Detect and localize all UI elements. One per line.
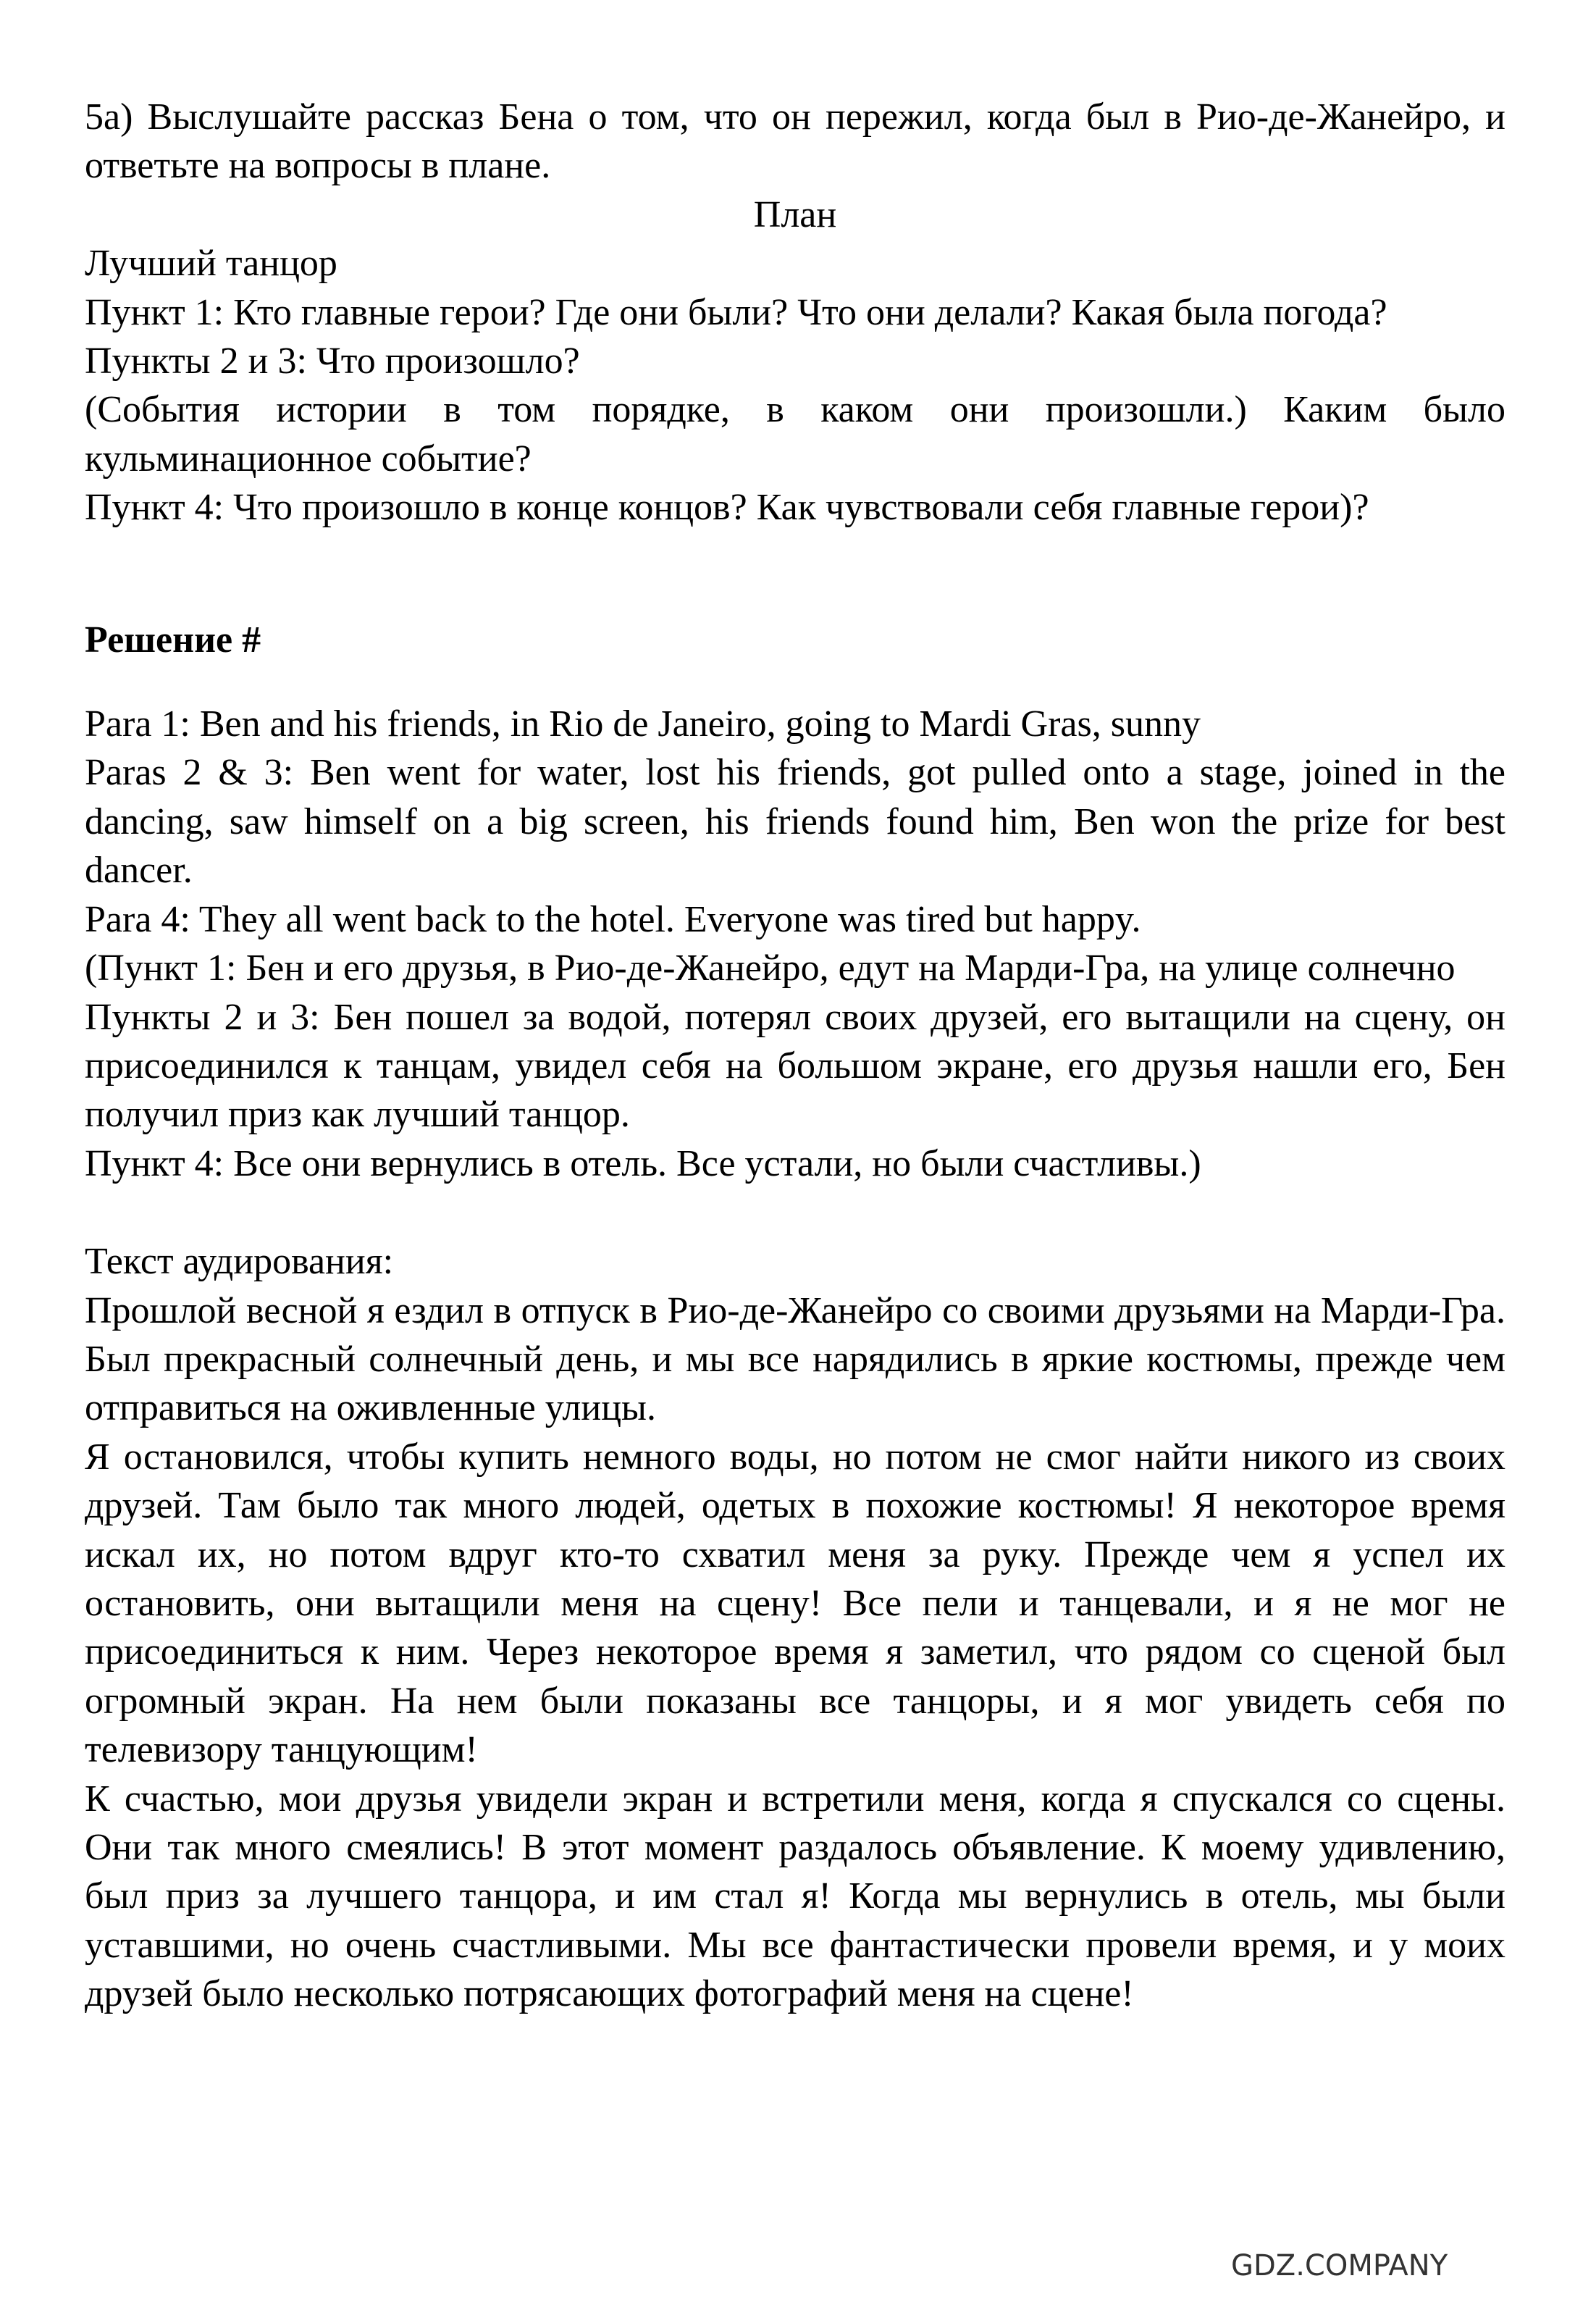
solution-russian-para: Пункт 4: Все они вернулись в отель. Все устали, но были счастливы.) — [85, 1142, 1201, 1184]
solution-russian-para: Пункты 2 и 3: Бен пошел за водой, потерял своих друзей, его вытащили на сцену, он присоединился к танцам, увидел себя на большом экране, его друзья нашли его, Бен получил приз как лучший танцор. — [85, 996, 1505, 1136]
document-page — [85, 93, 1505, 2019]
solution-english-para: Paras 2 & 3: Ben went for water, lost his friends, got pulled onto a stage, joined in the dancing, saw himself on a big screen, his friends found him, Ben won the prize for best dancer. — [85, 752, 1505, 892]
plan-item: Пункт 4: Что произошло в конце концов? Как чувствовали себя главные герои)? — [85, 487, 1369, 529]
plan-title: Лучший танцор — [85, 243, 337, 285]
plan-item: Пункты 2 и 3: Что произошло? — [85, 340, 580, 382]
solution-english-para: Para 4: They all went back to the hotel. Everyone was tired but happy. — [85, 898, 1141, 940]
solution-russian-para: (Пункт 1: Бен и его друзья, в Рио-де-Жанейро, едут на Марди-Гра, на улице солнечно — [85, 947, 1456, 989]
plan-heading: План — [753, 193, 837, 235]
watermark: GDZ.COMPANY — [1231, 2249, 1448, 2282]
plan-item: Пункт 1: Кто главные герои? Где они были? Что они делали? Какая была погода? — [85, 291, 1387, 333]
plan-item: (События истории в том порядке, в каком они произошли.) Каким было кульминационное событие? — [85, 389, 1505, 480]
listening-heading: Текст аудирования: — [85, 1241, 394, 1283]
listening-paragraph: Я остановился, чтобы купить немного воды, но потом не смог найти никого из своих друзей. Там было так много людей, одетых в похожие костюмы! Я некоторое время искал их, но потом вдруг кто-то схватил меня за руку. Прежде чем я успел их остановить, они вытащили меня на сцену! Все пели и танцевали, и я не мог не присоединиться к ним. Через некоторое время я заметил, что рядом со сценой был огромный экран. На нем были показаны все танцоры, и я мог увидеть себя по телевизору танцующим! — [85, 1436, 1505, 1771]
solution-heading: Решение # — [85, 619, 261, 661]
listening-paragraph: Прошлой весной я ездил в отпуск в Рио-де-Жанейро со своими друзьями на Марди-Гра. Был прекрасный солнечный день, и мы все нарядились в яркие костюмы, прежде чем отправиться на оживленные улицы. — [85, 1289, 1505, 1429]
listening-paragraph: К счастью, мои друзья увидели экран и встретили меня, когда я спускался со сцены. Они так много смеялись! В этот момент раздалось объявление. К моему удивлению, был приз за лучшего танцора, и им стал я! Когда мы вернулись в отель, мы были уставшими, но очень счастливыми. Мы все фантастически провели время, и у моих друзей было несколько потрясающих фотографий меня на сцене! — [85, 1778, 1505, 2015]
task-title: 5а) Выслушайте рассказ Бена о том, что он пережил, когда был в Рио-де-Жанейро, и ответьте на вопросы в плане. — [85, 96, 1505, 187]
solution-english-para: Para 1: Ben and his friends, in Rio de Janeiro, going to Mardi Gras, sunny — [85, 703, 1201, 745]
